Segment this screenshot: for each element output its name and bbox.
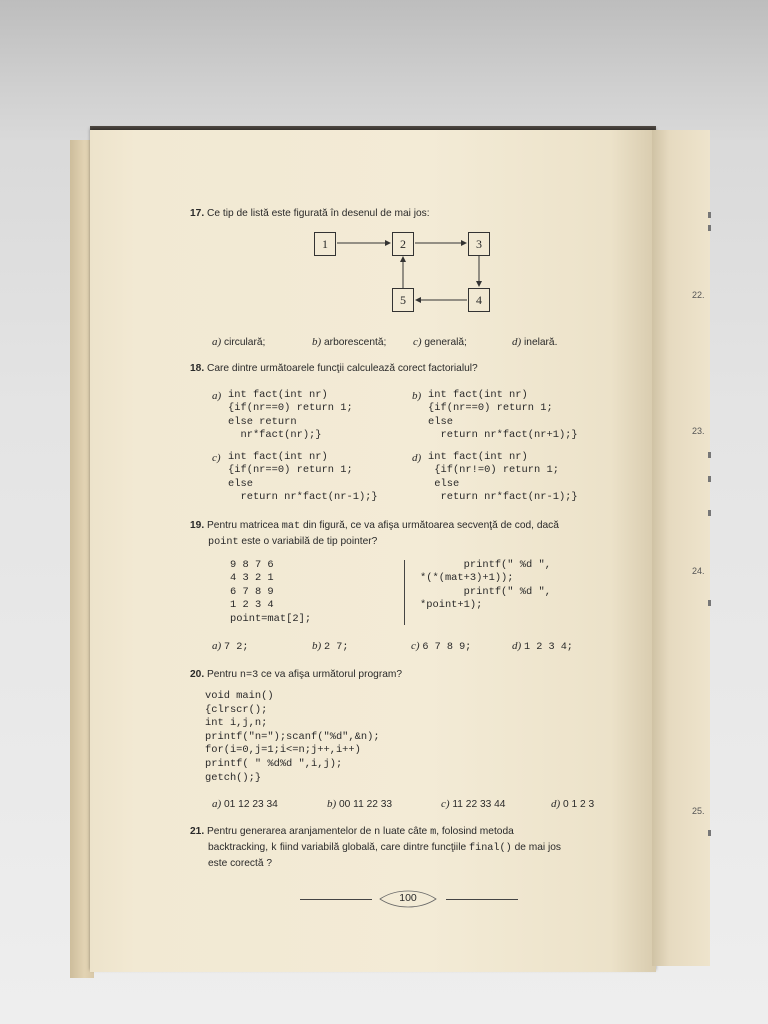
option-letter: d) [512,336,522,348]
code-term: n [374,827,381,838]
question-number: 21. [190,826,205,837]
question-text: din figură, ce va afişa următoarea secvenţă de cod, dacă [300,520,559,531]
option-letter: d) [512,640,522,652]
option-letter: a) [212,640,222,652]
list-node: 3 [468,232,490,256]
code-divider [404,560,405,625]
next-page-number: 25. [692,806,705,816]
printf-code: printf(" %d ", *(*(mat+3)+1)); printf(" %d ", *point+1); [420,559,551,612]
option-a [212,336,265,348]
option-text: inelară. [524,337,558,348]
option-c [413,336,467,348]
code-term: mat [281,521,301,532]
question-text: Pentru generarea aranjamentelor de [207,826,375,837]
code-option-b: int fact(int nr) {if(nr==0) return 1; else return nr*fact(nr+1);} [428,389,578,442]
option-d [551,798,594,810]
option-c [441,798,505,810]
list-node: 5 [392,288,414,312]
question-19 [190,520,630,532]
question-17 [190,208,430,219]
option-letter: c) [411,640,420,652]
option-letter: a) [212,798,222,810]
option-text: 00 11 22 33 [339,799,393,810]
option-letter: d) [412,452,422,464]
question-text: de mai jos [511,842,562,853]
code-option-a: int fact(int nr) {if(nr==0) return 1; else return nr*fact(nr);} [228,389,353,442]
option-text: 11 22 33 44 [452,799,506,810]
question-number: 18. [190,363,205,374]
option-text: 01 12 23 34 [224,799,278,810]
question-21-line2 [208,842,561,854]
option-letter: b) [412,390,422,402]
code-term: n=3 [239,670,259,681]
footer-rule [300,899,372,900]
page-number: 100 [399,892,417,904]
option-d [512,336,557,348]
option-letter: b) [312,336,322,348]
option-letter: c) [413,336,422,348]
list-node: 4 [468,288,490,312]
next-page-number: 22. [692,290,705,300]
code-option-d: int fact(int nr) {if(nr!=0) return 1; else return nr*fact(nr-1);} [428,451,578,504]
option-d [512,640,573,653]
option-c [411,640,471,653]
option-letter: a) [212,336,222,348]
option-text: 1 2 3 4; [524,642,573,653]
question-21 [190,826,620,838]
question-text: Pentru matricea [207,520,282,531]
question-text: backtracking, [208,842,271,853]
option-a [212,640,248,653]
question-20 [190,669,402,681]
question-text: ce va afişa următorul program? [258,669,403,680]
code-term: point [208,537,239,548]
option-text: circulară; [224,337,266,348]
diagram-arrows [300,222,510,322]
option-text: 7 2; [224,642,249,653]
next-page-number: 23. [692,426,705,436]
page-footer [300,888,550,910]
option-b [312,640,348,653]
list-node: 2 [392,232,414,256]
code-term: k [270,843,277,854]
option-letter: b) [312,640,322,652]
question-text: este o variabilă de tip pointer? [238,536,378,547]
option-b [327,798,392,810]
next-page-number: 24. [692,566,705,576]
option-letter: b) [327,798,337,810]
question-text: luate câte [380,826,431,837]
option-text: generală; [424,337,467,348]
question-text: Pentru [207,669,240,680]
option-letter: c) [441,798,450,810]
question-text: fiind variabilă globală, care dintre funcţiile [276,842,469,853]
code-term: final() [468,843,512,854]
code-term: m [430,827,437,838]
question-text: este corectă ? [208,858,272,869]
question-number: 17. [190,208,205,219]
list-node: 1 [314,232,336,256]
question-number: 19. [190,520,205,531]
question-18 [190,363,478,374]
question-number: 20. [190,669,205,680]
matrix-code: 9 8 7 6 4 3 2 1 6 7 8 9 1 2 3 4 point=mat[2]; [230,559,312,625]
option-letter: d) [551,798,561,810]
option-text: arborescentă; [324,337,387,348]
question-text: , folosind metoda [436,826,514,837]
list-diagram [300,222,510,322]
option-letter: a) [212,390,222,402]
question-text: Ce tip de listă este figurată în desenul de mai jos: [207,208,430,219]
footer-rule [446,899,518,900]
question-19-line2 [208,536,377,548]
code-option-c: int fact(int nr) {if(nr==0) return 1; else return nr*fact(nr-1);} [228,451,378,504]
option-text: 6 7 8 9; [422,642,472,653]
question-text: Care dintre următoarele funcţii calculează corect factorialul? [207,363,478,374]
program-code: void main() {clrscr(); int i,j,n; printf("n=");scanf("%d",&n); for(i=0,j=1;i<=n;j++,i++) printf( " %d%d ",i,j); getch();} [205,690,380,784]
option-letter: c) [212,452,221,464]
option-text: 0 1 2 3 [563,799,595,810]
option-text: 2 7; [324,642,349,653]
question-21-line3 [208,858,272,869]
option-b [312,336,386,348]
option-a [212,798,278,810]
